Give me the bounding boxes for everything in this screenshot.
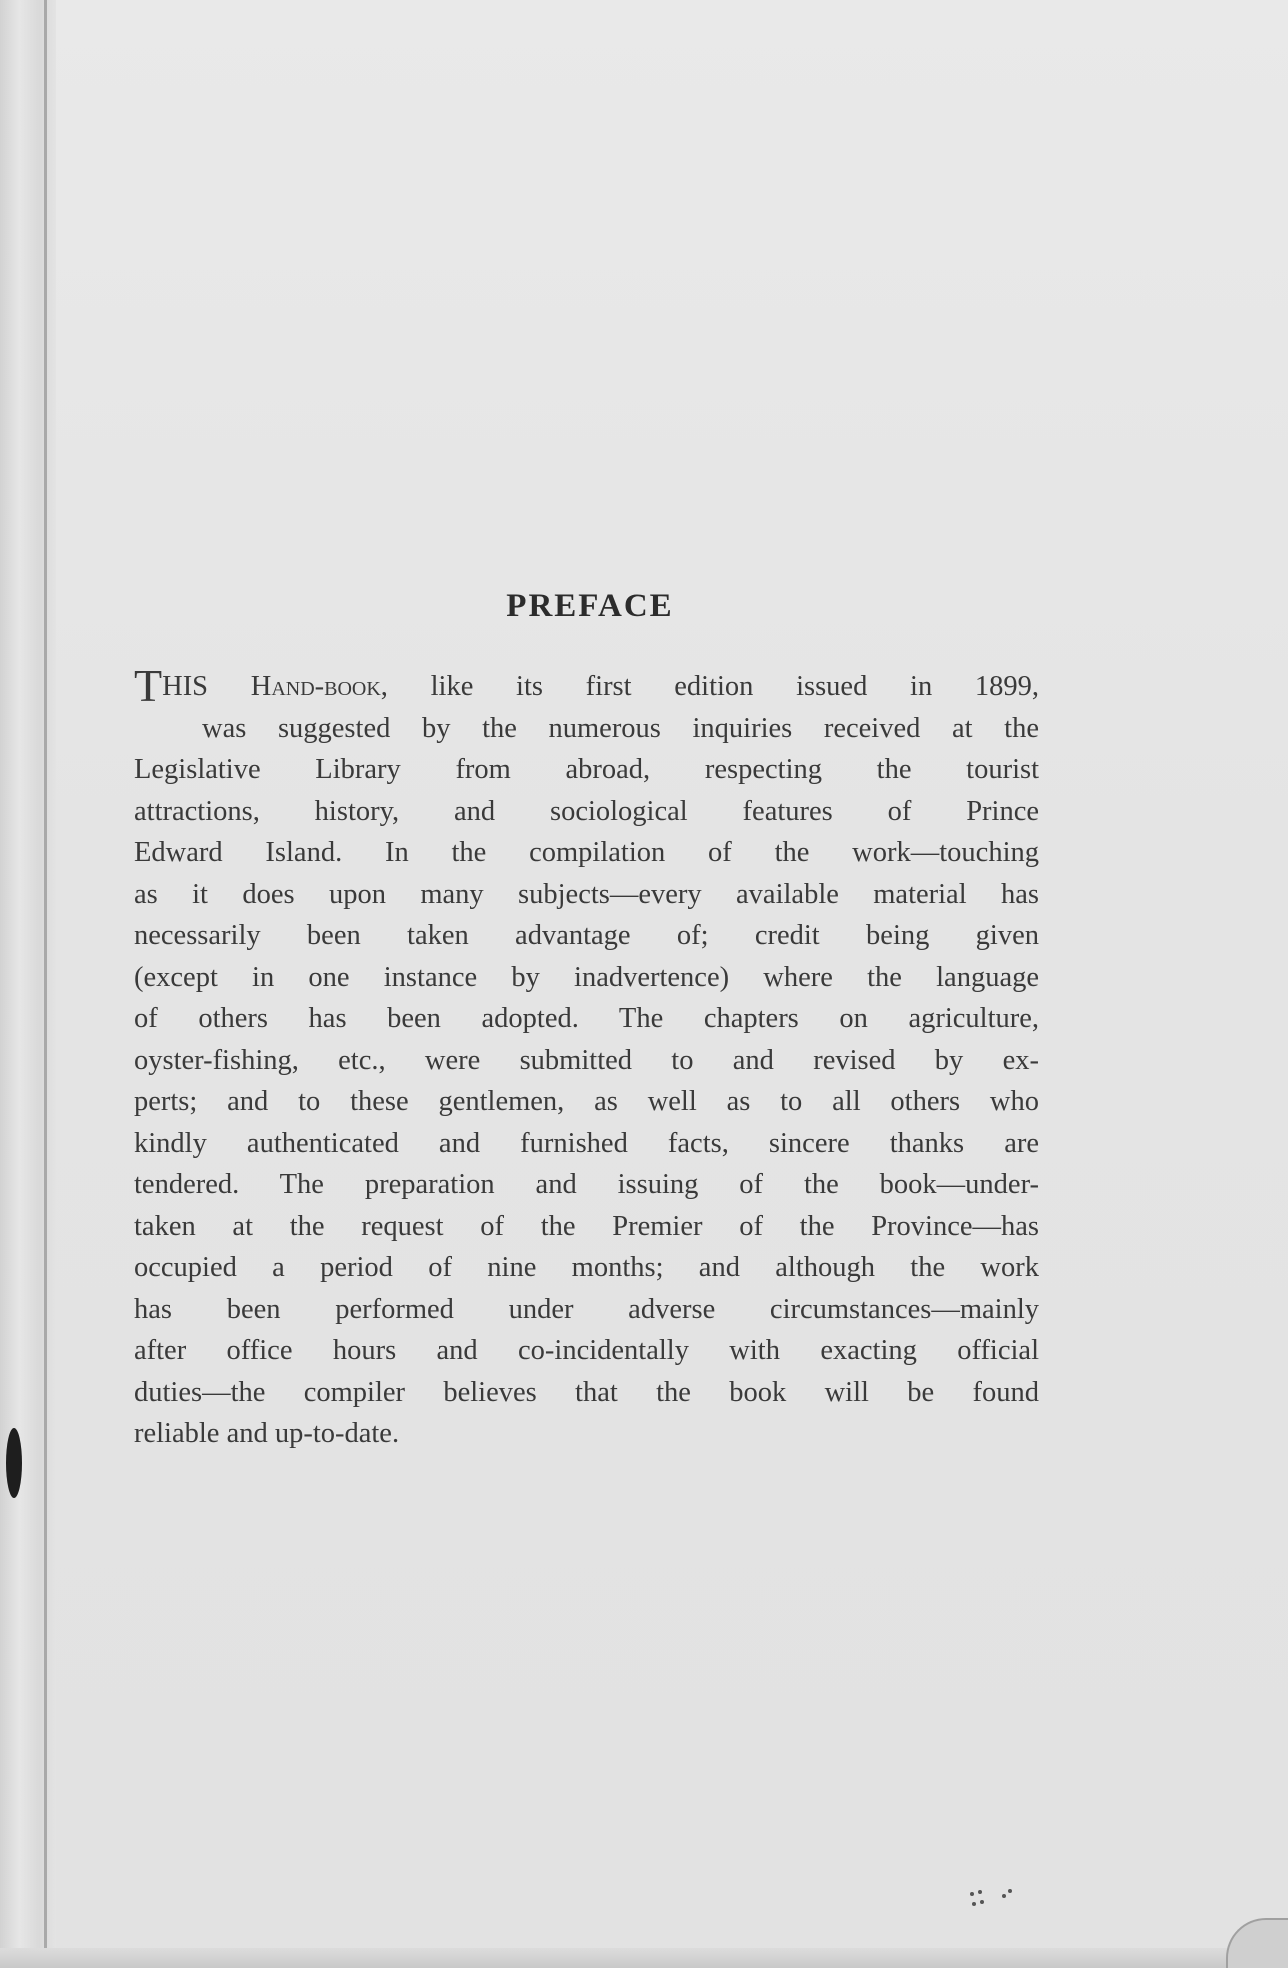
text-line: was suggested by the numerous inquiries received at the xyxy=(202,712,1039,744)
text-line: necessarily been taken advantage of; credit being given xyxy=(134,920,1039,951)
ink-specks xyxy=(968,1888,1028,1918)
text-line: attractions, history, and sociological features of Prince xyxy=(134,795,1039,827)
text-line: kindly authenticated and furnished facts, sincere thanks are xyxy=(134,1127,1039,1159)
text-line: after office hours and co-incidentally with exacting official xyxy=(134,1335,1039,1366)
text-line: as it does upon many subjects—every available material has xyxy=(134,878,1039,910)
book-spine-shadow xyxy=(0,0,56,1968)
page-corner-curl xyxy=(1226,1918,1288,1968)
page-gutter-line xyxy=(44,0,47,1968)
speck xyxy=(978,1890,982,1894)
speck xyxy=(1002,1894,1006,1898)
text-line: tendered. The preparation and issuing of the book—under- xyxy=(134,1169,1039,1200)
preface-paragraph xyxy=(134,660,1039,1455)
text-line: oyster-fishing, etc., were submitted to and revised by ex- xyxy=(134,1044,1039,1076)
paragraph-first-line xyxy=(134,660,1039,711)
text-line: (except in one instance by inadvertence) where the language xyxy=(134,961,1039,993)
speck xyxy=(980,1900,984,1904)
page-bottom-edge xyxy=(0,1948,1288,1968)
text-line: Legislative Library from abroad, respecting the tourist xyxy=(134,754,1039,785)
drop-cap: T xyxy=(134,660,163,711)
page-title: PREFACE xyxy=(506,588,674,624)
text-line: taken at the request of the Premier of the Province—has xyxy=(134,1210,1039,1242)
first-word: HIS xyxy=(162,671,209,702)
text-line-last: reliable and up-to-date. xyxy=(134,1418,400,1449)
text-line: of others has been adopted. The chapters on agriculture, xyxy=(134,1003,1039,1034)
binding-hole-mark xyxy=(6,1428,22,1498)
first-line-rest: like its first edition issued in 1899, xyxy=(430,671,1039,702)
speck xyxy=(1008,1889,1012,1893)
speck xyxy=(970,1892,974,1896)
speck xyxy=(972,1902,976,1906)
text-line: duties—the compiler believes that the book will be found xyxy=(134,1376,1039,1408)
text-line: perts; and to these gentlemen, as well as to all others who xyxy=(134,1086,1039,1117)
hand-book-smallcaps: Hand-book, xyxy=(250,671,388,702)
text-line: occupied a period of nine months; and although the work xyxy=(134,1252,1039,1283)
text-line: Edward Island. In the compilation of the work—touching xyxy=(134,837,1039,868)
text-line: has been performed under adverse circumstances—mainly xyxy=(134,1293,1039,1325)
